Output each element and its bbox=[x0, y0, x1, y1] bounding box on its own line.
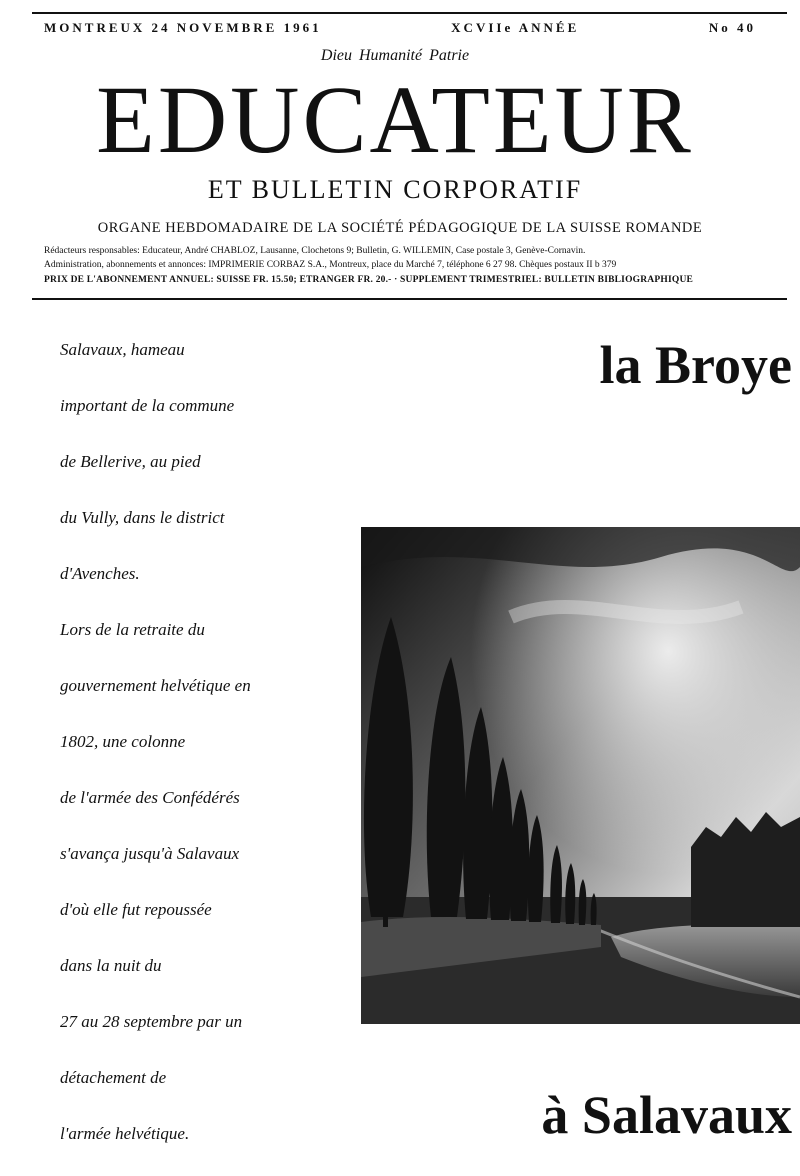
article-line: de Bellerive, au pied bbox=[60, 452, 201, 471]
place-date: MONTREUX 24 NOVEMBRE 1961 bbox=[44, 20, 322, 35]
masthead-top-rule bbox=[32, 12, 787, 14]
masthead-bottom-rule bbox=[32, 298, 787, 300]
year-label: XCVIIe ANNÉE bbox=[451, 20, 580, 35]
masthead-title: EDUCATEUR bbox=[96, 66, 694, 173]
article-line: détachement de bbox=[60, 1068, 167, 1087]
article-line: important de la commune bbox=[60, 396, 235, 415]
organ-line: ORGANE HEBDOMADAIRE DE LA SOCIÉTÉ PÉDAGOGIQUE DE LA SUISSE ROMANDE bbox=[97, 220, 703, 236]
masthead-topline bbox=[44, 20, 756, 36]
headline-a-salavaux: à Salavaux bbox=[541, 1085, 792, 1145]
article-line: l'armée helvétique. bbox=[60, 1124, 190, 1143]
motto: Dieu Humanité Patrie bbox=[320, 47, 470, 64]
article-line: gouvernement helvétique en bbox=[60, 676, 251, 695]
article-text bbox=[60, 336, 330, 1176]
article-line: d'où elle fut repoussée bbox=[60, 900, 212, 919]
article-line: s'avança jusqu'à Salavaux bbox=[60, 844, 240, 863]
article-line: du Vully, dans le district bbox=[60, 508, 225, 527]
issue-number: No 40 bbox=[708, 20, 756, 35]
article-line: 1802, une colonne bbox=[60, 732, 186, 751]
article-line: Salavaux, hameau bbox=[60, 340, 185, 359]
administration-line: Administration, abonnements et annonces: IMPRIMERIE CORBAZ S.A., Montreux, place du Marché 7, téléphone 6 27 98. Chèques postaux II b 379 bbox=[44, 260, 617, 270]
masthead-subtitle: ET BULLETIN CORPORATIF bbox=[207, 175, 583, 204]
editors-line: Rédacteurs responsables: Educateur, André CHABLOZ, Lausanne, Clochetons 9; Bulletin, G. WILLEMIN, Case postale 3, Genève-Cornavin. bbox=[44, 246, 586, 256]
article-line: dans la nuit du bbox=[60, 956, 162, 975]
article-line: de l'armée des Confédérés bbox=[60, 788, 240, 807]
river-landscape-photo bbox=[361, 527, 800, 1024]
article-line: 27 au 28 septembre par un bbox=[60, 1012, 243, 1031]
subscription-line: PRIX DE L'ABONNEMENT ANNUEL: SUISSE FR. 15.50; ÉTRANGER FR. 20.- · SUPPLÉMENT TRIMESTRIEL: BULLETIN BIBLIOGRAPHIQUE bbox=[44, 275, 694, 285]
article-line: Lors de la retraite du bbox=[60, 620, 205, 639]
article-line: d'Avenches. bbox=[60, 564, 140, 583]
headline-la-broye: la Broye bbox=[599, 335, 792, 395]
